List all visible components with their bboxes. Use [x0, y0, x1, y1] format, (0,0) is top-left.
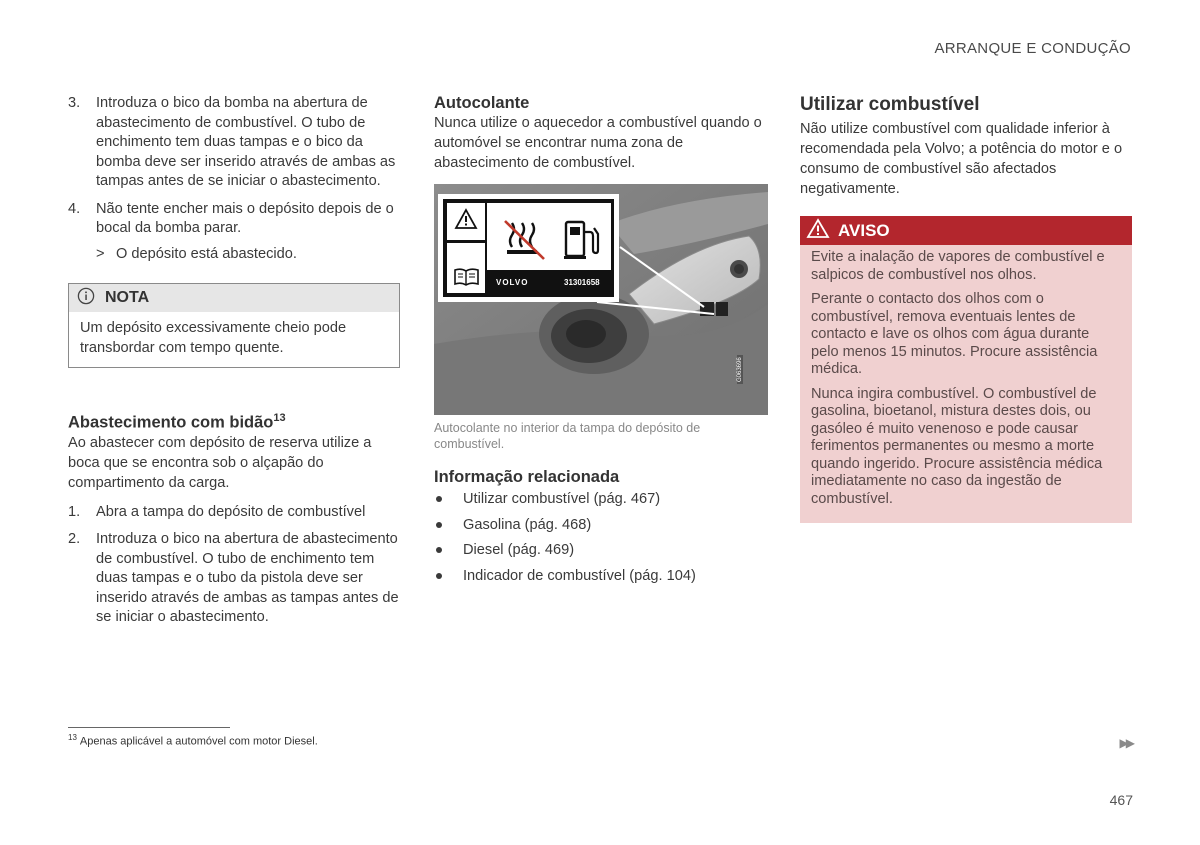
column-right: [800, 94, 1132, 523]
related-link[interactable]: Indicador de combustível (pág. 104): [434, 566, 768, 586]
related-links: [434, 489, 768, 586]
can-text: Ao abastecer com depósito de reserva utilize a boca que se encontra sob o alçapão do compartimento da carga.: [68, 434, 372, 491]
footnote: $^{13}$ Apenas aplicável a automóvel com motor Diesel.: [68, 733, 318, 748]
footnote-divider: [68, 727, 230, 728]
section-header: ARRANQUE E CONDUÇÃO: [934, 40, 1131, 57]
warning-box: [800, 216, 1132, 523]
related-heading: Informação relacionada: [434, 468, 620, 486]
sticker-part-number: 31301658: [564, 278, 600, 287]
sticker-heading: Autocolante: [434, 94, 530, 112]
warning-triangle-icon: [806, 218, 830, 244]
refuel-steps: [68, 94, 400, 239]
warning-body: [800, 245, 1132, 523]
column-left: [68, 94, 400, 636]
note-box: [68, 283, 400, 368]
list-item: 2. Introduza o bico na abertura de abastecimento de combustível. O tubo de enchimento tem duas tampas e o tubo da pistola deve ser inserido através de ambas as tampas antes de se iniciar o abastecimento.: [68, 531, 399, 625]
can-heading: Abastecimento com bidão$^{13}$: [68, 412, 286, 432]
related-link[interactable]: Gasolina (pág. 468): [434, 515, 768, 535]
fuel-pump-icon: [562, 218, 602, 267]
related-link[interactable]: Diesel (pág. 469): [434, 540, 768, 560]
sticker-text: Nunca utilize o aquecedor a combustível quando o automóvel se encontrar numa zona de abastecimento de combustível.: [434, 115, 762, 171]
sticker-brand: VOLVO: [496, 278, 529, 287]
list-item: 1. Abra a tampa do depósito de combustível: [68, 503, 366, 520]
warning-triangle-icon: [454, 208, 478, 235]
warning-header: [800, 216, 1132, 245]
column-middle: [434, 94, 768, 591]
note-text: Um depósito excessivamente cheio pode transbordar com tempo quente.: [80, 320, 347, 356]
note-header: [69, 284, 399, 312]
note-title: NOTA: [105, 289, 150, 306]
warning-paragraph: Evite a inalação de vapores de combustível e salpicos de combustível nos olhos.: [811, 249, 1105, 283]
image-reference: G063696: [737, 357, 743, 382]
page-number: 467: [1109, 792, 1133, 808]
related-link[interactable]: Utilizar combustível (pág. 467): [434, 489, 768, 509]
list-item: 4. Não tente encher mais o depósito depois de o bocal da bomba parar.: [68, 200, 394, 236]
can-steps: [68, 503, 400, 628]
warning-title: AVISO: [838, 220, 890, 240]
footnote-ref: 13: [273, 412, 286, 424]
step-result: > O depósito está abastecido.: [96, 245, 297, 262]
info-icon: [77, 287, 95, 310]
fuel-flap-photo: [434, 184, 768, 415]
fuel-use-intro: Não utilize combustível com qualidade inferior à recomendada pela Volvo; a potência do motor e o consumo de combustível são afectados negativamente.: [800, 121, 1123, 197]
next-page-icon[interactable]: ▶▶: [1119, 736, 1132, 750]
heater-crossed-icon: [502, 217, 548, 266]
fuel-use-heading: Utilizar combustível: [800, 94, 980, 115]
warning-paragraph: Nunca ingira combustível. O combustível de gasolina, bioetanol, mistura destes dois, ou gasóleo é muito venenoso e pode causar ferimentos permanentes ou mesmo a morte quando ingerido. Procure assistência médica imediatamente no caso da ingestão de combustível.: [811, 385, 1103, 507]
warning-paragraph: Perante o contacto dos olhos com o combustível, remova eventuais lentes de contacto e lave os olhos com água durante pelo menos 15 minutos. Procure assistência médica.: [811, 291, 1098, 377]
image-caption: Autocolante no interior da tampa do depósito de combustível.: [434, 421, 701, 451]
manual-book-icon: [453, 267, 480, 292]
list-item: 3. Introduza o bico da bomba na abertura de abastecimento de combustível. O tubo de enchimento tem duas tampas e o bico da bomba deve ser inserido através de ambas as tampas antes de se iniciar o abastecimento.: [68, 95, 396, 189]
